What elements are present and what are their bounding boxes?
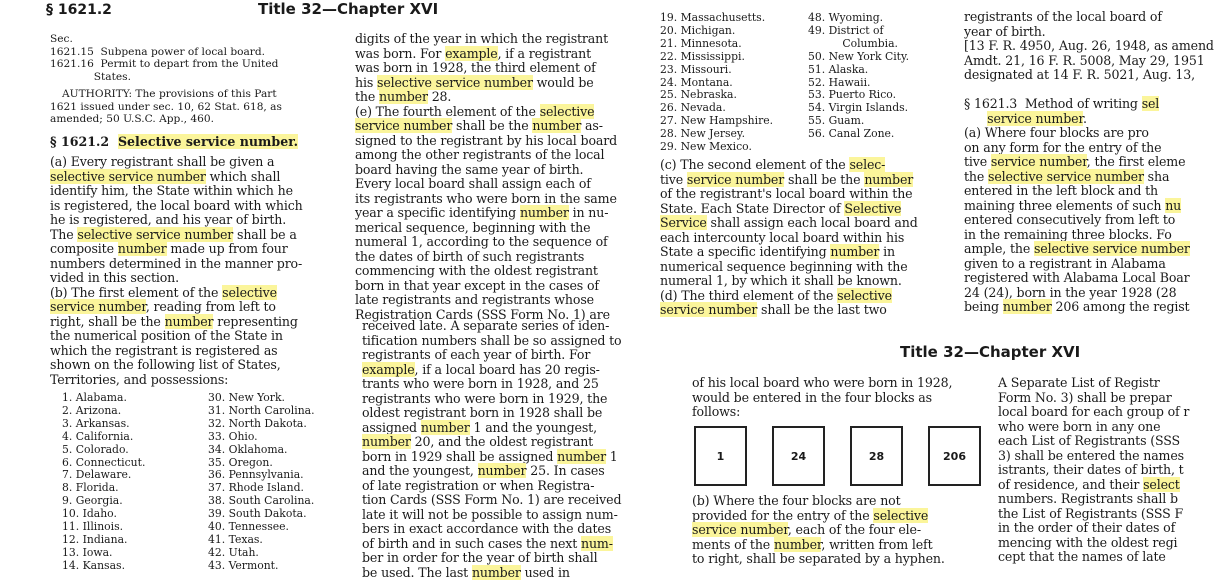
list-item: 37. Rhode Island.: [208, 482, 348, 495]
highlighted-term: Service: [660, 215, 707, 230]
authority-line: amended; 50 U.S.C. App., 460.: [50, 113, 340, 126]
col4-text: [964, 10, 1207, 315]
text-line: State. Each State Director of Selective: [660, 202, 946, 217]
states-list-b: [208, 392, 348, 570]
highlighted-term: selective service number: [1034, 241, 1190, 256]
text-line: of his local board who were born in 1928,: [692, 376, 982, 391]
text-line: on any form for the entry of the: [964, 141, 1207, 156]
text-line: Registration Cards (SSS Form No. 1) are: [355, 308, 645, 323]
list-item: 48. Wyoming.: [808, 12, 958, 25]
text-line: merical sequence, beginning with the: [355, 221, 645, 236]
toc-line: 1621.15 Subpena power of local board.: [50, 46, 340, 59]
text-line: of residence, and their select: [998, 478, 1207, 493]
text-line: which the registrant is registered as: [50, 344, 342, 359]
text-line: cept that the names of late: [998, 550, 1207, 565]
list-item: 33. Ohio.: [208, 431, 348, 444]
text-line: of the registrant's local board within the: [660, 187, 946, 202]
highlighted-term: number: [472, 565, 521, 580]
text-line: vided in this section.: [50, 271, 342, 286]
authority-line: 1621 issued under sec. 10, 62 Stat. 618, as: [50, 101, 340, 114]
text-line: (d) The third element of the selective: [660, 289, 946, 304]
highlighted-term: nu: [1165, 198, 1181, 213]
text-line: example, if a local board has 20 regis-: [362, 363, 647, 378]
text-line: follows:: [692, 405, 982, 420]
highlighted-term: selective: [222, 285, 277, 300]
text-line: (a) Where four blocks are pro: [964, 126, 1207, 141]
text-line: born in that year except in the cases of: [355, 279, 645, 294]
text-line: numeral 1, according to the sequence of: [355, 235, 645, 250]
list-item: 1. Alabama.: [62, 392, 192, 405]
list-item: 28. New Jersey.: [660, 128, 810, 141]
text-line: The selective service number shall be a: [50, 228, 342, 243]
text-line: each List of Registrants (SSS: [998, 434, 1207, 449]
col6-text: [998, 376, 1207, 565]
highlighted-term: number: [830, 244, 879, 259]
highlighted-term: selec-: [849, 157, 885, 172]
states-list-d: [808, 12, 958, 154]
list-item: 22. Mississippi.: [660, 51, 810, 64]
text-line: shown on the following list of States,: [50, 358, 342, 373]
section-heading-number: § 1621.2: [50, 134, 109, 149]
number-block: 1: [694, 426, 747, 486]
list-item: 4. California.: [62, 431, 192, 444]
text-line: the number 28.: [355, 90, 645, 105]
col5-bottom-text: [692, 494, 982, 567]
number-block: 28: [850, 426, 903, 486]
text-line: registrants who were born in 1929, the: [362, 392, 647, 407]
text-line: Territories, and possessions:: [50, 373, 342, 388]
text-line: [964, 83, 1207, 98]
list-item: 39. South Dakota.: [208, 508, 348, 521]
text-line: the numerical position of the State in: [50, 329, 342, 344]
text-line: service number shall be the number as-: [355, 119, 645, 134]
column-2-bottom: [362, 319, 647, 570]
list-item: 25. Nebraska.: [660, 89, 810, 102]
text-line: the dates of birth of such registrants: [355, 250, 645, 265]
text-line: selective service number which shall: [50, 170, 342, 185]
text-line: received late. A separate series of iden-: [362, 319, 647, 334]
list-item: 9. Georgia.: [62, 495, 192, 508]
text-line: (c) The second element of the selec-: [660, 158, 946, 173]
list-item: 6. Connecticut.: [62, 457, 192, 470]
text-line: oldest registrant born in 1928 shall be: [362, 406, 647, 421]
highlighted-term: number: [864, 172, 913, 187]
text-line: numbers. Registrants shall b: [998, 492, 1207, 507]
highlighted-term: sel: [1142, 96, 1160, 111]
text-line: number 20, and the oldest registrant: [362, 435, 647, 450]
list-item: 50. New York City.: [808, 51, 958, 64]
list-item: 2. Arizona.: [62, 405, 192, 418]
col2-top-text: [355, 32, 645, 322]
text-line: istrants, their dates of birth, t: [998, 463, 1207, 478]
list-item: 53. Puerto Rico.: [808, 89, 958, 102]
highlighted-term: number: [421, 420, 470, 435]
states-c: [660, 12, 810, 154]
text-line: born in 1929 shall be assigned number 1: [362, 450, 647, 465]
highlighted-term: number: [557, 449, 606, 464]
text-line: late it will not be possible to assign num-: [362, 508, 647, 523]
text-line: registered with Alabama Local Boar: [964, 271, 1207, 286]
text-line: commencing with the oldest registrant: [355, 264, 645, 279]
highlighted-term: num-: [581, 536, 613, 551]
text-line: entered consecutively from left to: [964, 213, 1207, 228]
text-line: Every local board shall assign each of: [355, 177, 645, 192]
list-item: 12. Indiana.: [62, 534, 192, 547]
highlighted-term: service number: [687, 172, 784, 187]
text-line: of birth and in such cases the next num-: [362, 537, 647, 552]
states-list-a: [62, 392, 192, 570]
text-line: assigned number 1 and the youngest,: [362, 421, 647, 436]
list-item: 24. Montana.: [660, 77, 810, 90]
text-line: late registrants and registrants whose: [355, 293, 645, 308]
column-5-top: [692, 376, 982, 424]
section-heading: [50, 134, 340, 152]
page-divider: [652, 0, 654, 570]
list-item: 11. Illinois.: [62, 521, 192, 534]
list-item: 5. Colorado.: [62, 444, 192, 457]
col2-bottom-text: [362, 319, 647, 580]
highlighted-term: number: [478, 463, 527, 478]
list-item: 13. Iowa.: [62, 547, 192, 560]
text-line: among the other registrants of the local: [355, 148, 645, 163]
text-line: Service shall assign each local board and: [660, 216, 946, 231]
list-item: 8. Florida.: [62, 482, 192, 495]
text-line: numeral 1, by which it shall be known.: [660, 274, 946, 289]
states-b: [208, 392, 348, 573]
highlighted-term: example: [362, 362, 415, 377]
list-item: 51. Alaska.: [808, 64, 958, 77]
authority-note: [50, 88, 340, 128]
column-2-top: [355, 32, 645, 316]
highlighted-term: number: [774, 537, 821, 552]
column-1-body: [50, 155, 342, 390]
text-line: mencing with the oldest regi: [998, 536, 1207, 551]
toc-line: States.: [50, 71, 340, 84]
list-item: 49. District of: [808, 25, 958, 38]
list-item: 14. Kansas.: [62, 560, 192, 573]
section-number-header: § 1621.2: [46, 2, 166, 20]
highlighted-term: number: [520, 205, 569, 220]
list-item: 20. Michigan.: [660, 25, 810, 38]
text-line: State a specific identifying number in: [660, 245, 946, 260]
text-line: year of birth.: [964, 25, 1207, 40]
text-line: to right, shall be separated by a hyphen.: [692, 552, 982, 567]
highlighted-term: service number: [692, 522, 788, 537]
number-block: 206: [928, 426, 981, 486]
text-line: numerical sequence beginning with the: [660, 260, 946, 275]
text-line: his selective service number would be: [355, 76, 645, 91]
text-line: composite number made up from four: [50, 242, 342, 257]
highlighted-term: selective: [540, 104, 595, 119]
list-item: 29. New Mexico.: [660, 141, 810, 154]
list-item: 23. Missouri.: [660, 64, 810, 77]
text-line: [13 F. R. 4950, Aug. 26, 1948, as amend: [964, 39, 1207, 54]
text-line: of late registration or when Registra-: [362, 479, 647, 494]
highlighted-term: selective service number: [77, 227, 233, 242]
toc-line: Sec.: [50, 33, 340, 46]
list-item: 42. Utah.: [208, 547, 348, 560]
text-line: being number 206 among the regist: [964, 300, 1207, 315]
text-line: signed to the registrant by his local board: [355, 134, 645, 149]
column-5-bottom: [692, 494, 982, 570]
number-blocks: [694, 426, 981, 486]
column-6-body: [998, 376, 1207, 570]
text-line: identify him, the State within which he: [50, 184, 342, 199]
list-item: 56. Canal Zone.: [808, 128, 958, 141]
text-line: board having the same year of birth.: [355, 163, 645, 178]
text-line: numbers determined in the manner pro-: [50, 257, 342, 272]
highlighted-term: example: [445, 46, 498, 61]
text-line: (a) Every registrant shall be given a: [50, 155, 342, 170]
text-line: § 1621.3 Method of writing sel: [964, 97, 1207, 112]
text-line: designated at 14 F. R. 5021, Aug. 13,: [964, 68, 1207, 83]
list-item: 55. Guam.: [808, 115, 958, 128]
text-line: local board for each group of r: [998, 405, 1207, 420]
text-line: 3) shall be entered the names: [998, 449, 1207, 464]
highlighted-term: number: [379, 89, 428, 104]
text-line: 24 (24), born in the year 1928 (28: [964, 286, 1207, 301]
text-line: service number, each of the four ele-: [692, 523, 982, 538]
text-line: Form No. 3) shall be prepar: [998, 391, 1207, 406]
column-4-body: [964, 10, 1207, 320]
col1-text: [50, 155, 342, 387]
table-of-contents: [50, 33, 340, 85]
text-line: would be entered in the four blocks as: [692, 391, 982, 406]
col3-text: [660, 158, 946, 318]
text-line: entered in the left block and th: [964, 184, 1207, 199]
highlighted-term: service number: [991, 154, 1087, 169]
highlighted-term: service number: [355, 118, 452, 133]
text-line: right, shall be the number representing: [50, 315, 342, 330]
highlighted-term: selective: [837, 288, 892, 303]
text-line: be used. The last number used in: [362, 566, 647, 580]
list-item: 36. Pennsylvania.: [208, 469, 348, 482]
authority-line: AUTHORITY: The provisions of this Part: [50, 88, 340, 101]
text-line: in the order of their dates of: [998, 521, 1207, 536]
list-item: 30. New York.: [208, 392, 348, 405]
list-item: 3. Arkansas.: [62, 418, 192, 431]
text-line: given to a registrant in Alabama: [964, 257, 1207, 272]
text-line: in the remaining three blocks. Fo: [964, 228, 1207, 243]
text-line: service number, reading from left to: [50, 300, 342, 315]
highlighted-term: select: [1143, 477, 1180, 492]
text-line: provided for the entry of the selective: [692, 509, 982, 524]
text-line: tification numbers shall be so assigned to: [362, 334, 647, 349]
text-line: tive service number, the first eleme: [964, 155, 1207, 170]
text-line: A Separate List of Registr: [998, 376, 1207, 391]
list-item: Columbia.: [808, 38, 958, 51]
chapter-title-header: Title 32—Chapter XVI: [258, 0, 478, 18]
highlighted-term: service number: [660, 302, 757, 317]
text-line: (e) The fourth element of the selective: [355, 105, 645, 120]
toc-line: 1621.16 Permit to depart from the United: [50, 58, 340, 71]
highlighted-term: selective service number: [50, 169, 206, 184]
text-line: and the youngest, number 25. In cases: [362, 464, 647, 479]
text-line: tive service number shall be the number: [660, 173, 946, 188]
text-line: bers in exact accordance with the dates: [362, 522, 647, 537]
list-item: 35. Oregon.: [208, 457, 348, 470]
highlighted-term: Selective: [844, 201, 901, 216]
text-line: tion Cards (SSS Form No. 1) are received: [362, 493, 647, 508]
col5-top-text: [692, 376, 982, 420]
text-line: was born in 1928, the third element of: [355, 61, 645, 76]
list-item: 52. Hawaii.: [808, 77, 958, 90]
list-item: 27. New Hampshire.: [660, 115, 810, 128]
list-item: 38. South Carolina.: [208, 495, 348, 508]
highlighted-term: selective: [873, 508, 928, 523]
text-line: maining three elements of such nu: [964, 199, 1207, 214]
highlighted-term: number: [532, 118, 581, 133]
text-line: each intercounty local board within his: [660, 231, 946, 246]
highlighted-term: number: [118, 241, 167, 256]
list-item: 7. Delaware.: [62, 469, 192, 482]
list-item: 10. Idaho.: [62, 508, 192, 521]
text-line: ments of the number, written from left: [692, 538, 982, 553]
highlighted-term: service number: [987, 111, 1083, 126]
number-block: 24: [772, 426, 825, 486]
list-item: 32. North Dakota.: [208, 418, 348, 431]
text-line: registrants of each year of birth. For: [362, 348, 647, 363]
section-heading-title: Selective service number.: [118, 134, 298, 149]
list-item: 43. Vermont.: [208, 560, 348, 573]
list-item: 34. Oklahoma.: [208, 444, 348, 457]
text-line: (b) Where the four blocks are not: [692, 494, 982, 509]
text-line: registrants of the local board of: [964, 10, 1207, 25]
text-line: year a specific identifying number in nu-: [355, 206, 645, 221]
states-d: [808, 12, 958, 141]
highlighted-term: selective service number: [988, 169, 1144, 184]
text-line: the selective service number sha: [964, 170, 1207, 185]
text-line: Amdt. 21, 16 F. R. 5008, May 29, 1951: [964, 54, 1207, 69]
text-line: service number shall be the last two: [660, 303, 946, 318]
highlighted-term: selective service number: [377, 75, 533, 90]
text-line: ample, the selective service number: [964, 242, 1207, 257]
list-item: 19. Massachusetts.: [660, 12, 810, 25]
text-line: its registrants who were born in the same: [355, 192, 645, 207]
text-line: he is registered, and his year of birth.: [50, 213, 342, 228]
text-line: was born. For example, if a registrant: [355, 47, 645, 62]
text-line: who were born in any one: [998, 420, 1207, 435]
highlighted-term: number: [1003, 299, 1052, 314]
list-item: 54. Virgin Islands.: [808, 102, 958, 115]
list-item: 41. Texas.: [208, 534, 348, 547]
text-line: is registered, the local board with which: [50, 199, 342, 214]
text-line: (b) The first element of the selective: [50, 286, 342, 301]
states-list-c: [660, 12, 810, 154]
list-item: 26. Nevada.: [660, 102, 810, 115]
text-line: the List of Registrants (SSS F: [998, 507, 1207, 522]
chapter-title-header-2: Title 32—Chapter XVI: [900, 343, 1120, 361]
text-line: ber in order for the year of birth shall: [362, 551, 647, 566]
states-a: [62, 392, 192, 573]
text-line: digits of the year in which the registrant: [355, 32, 645, 47]
text-line: service number.: [964, 112, 1207, 127]
list-item: 31. North Carolina.: [208, 405, 348, 418]
highlighted-term: service number: [50, 299, 146, 314]
highlighted-term: number: [362, 434, 411, 449]
column-3-body: [660, 158, 946, 324]
list-item: 40. Tennessee.: [208, 521, 348, 534]
highlighted-term: number: [165, 314, 214, 329]
text-line: trants who were born in 1928, and 25: [362, 377, 647, 392]
list-item: 21. Minnesota.: [660, 38, 810, 51]
